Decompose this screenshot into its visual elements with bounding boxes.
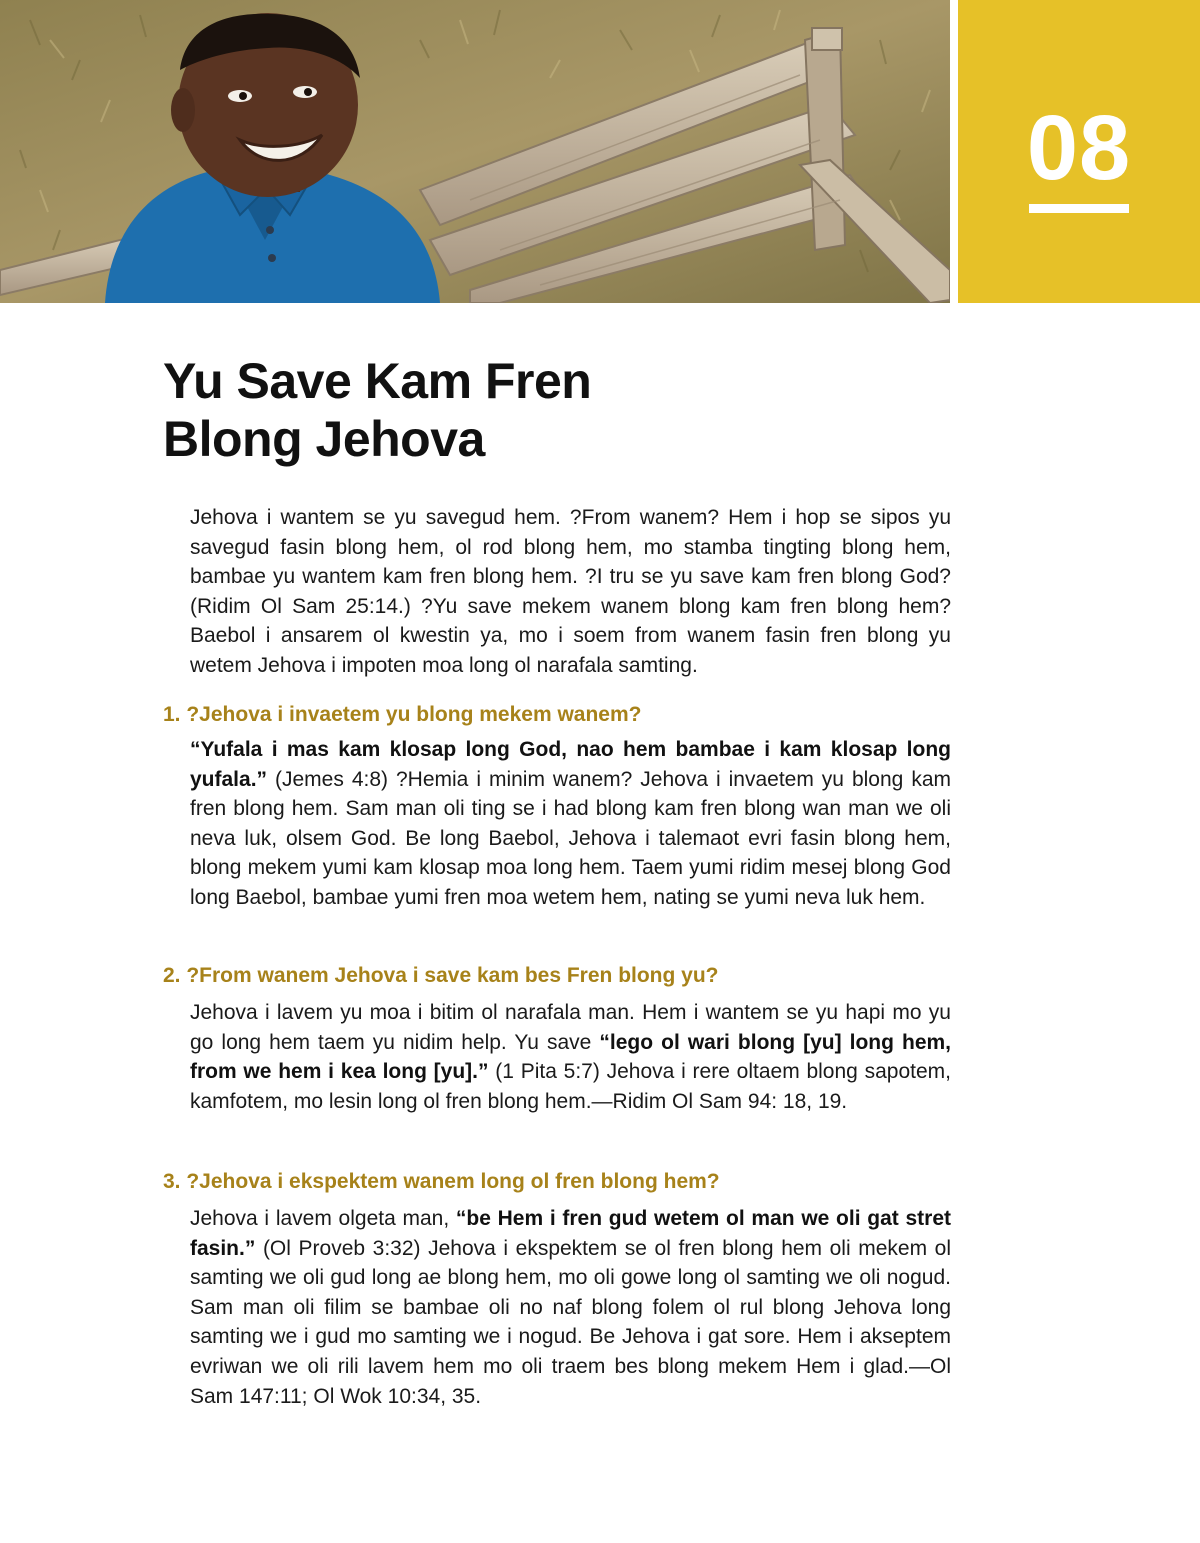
badge-divider: [1029, 204, 1129, 213]
section-1-heading: 1. ?Jehova i invaetem yu blong mekem wanem?: [163, 703, 642, 726]
section-3-paragraph: [190, 1204, 951, 1411]
page-title-line-2: Blong Jehova: [163, 411, 485, 467]
section-1-text: (Jemes 4:8) ?Hemia i minim wanem? Jehova i invaetem yu blong kam fren blong hem. Sam man oli ting se i had blong kam fren blong wan man we oli neva luk, olsem God. Be long Baebol, Jehova i talemaot evri fasin blong hem, blong mekem yumi kam klosap moa long hem. Taem yumi ridim mesej blong God long Baebol, bambae yumi fren moa wetem hem, nating se yumi neva luk hem.: [190, 767, 951, 909]
section-1-paragraph: [190, 735, 951, 913]
section-3-text-after: (Ol Proveb 3:32) Jehova i ekspektem se ol fren blong hem oli mekem ol samting we oli gud long ae blong hem, mo oli gowe long ol samting we oli nogud. Sam man oli filim se bambae oli no naf blong folem ol rul blong Jehova long samting we i gud mo samting we i nogud. Be Jehova i gat sore. Hem i akseptem evriwan we oli rili lavem hem mo oli traem bes blong mekem Hem i glad.—Ol Sam 147:11; Ol Wok 10:34, 35.: [190, 1236, 951, 1408]
section-2-scripture-quote: “lego ol wari blong [yu] long hem, from we hem i kea long [yu].”: [190, 1030, 952, 1084]
chapter-number: 08: [1026, 97, 1132, 199]
page-title: [163, 352, 923, 468]
chapter-badge: [958, 0, 1200, 303]
section-2-paragraph: [190, 998, 951, 1116]
section-2-text-after: (1 Pita 5:7) Jehova i rere oltaem blong sapotem, kamfotem, mo lesin long ol fren blong hem.—Ridim Ol Sam 94: 18, 19.: [190, 1060, 951, 1113]
section-2-text-before: Jehova i lavem yu moa i bitim ol narafala man. Hem i wantem se yu hapi mo yu go long hem taem yu nidim help. Yu save: [190, 1001, 951, 1054]
section-2-heading: 2. ?From wanem Jehova i save kam bes Fren blong yu?: [163, 964, 719, 987]
section-3-heading: 3. ?Jehova i ekspektem wanem long ol fren blong hem?: [163, 1170, 720, 1193]
header-photo: [0, 0, 950, 303]
section-3-scripture-quote: “be Hem i fren gud wetem ol man we oli gat stret fasin.”: [190, 1207, 951, 1260]
man-on-bench-photo: [0, 0, 950, 303]
page-title-line-1: Yu Save Kam Fren: [163, 353, 592, 409]
section-1-scripture-quote: “Yufala i mas kam klosap long God, nao hem bambae i kam klosap long yufala.”: [190, 738, 951, 791]
section-3-text-before: Jehova i lavem olgeta man,: [190, 1207, 456, 1230]
intro-paragraph: Jehova i wantem se yu savegud hem. ?From wanem? Hem i hop se sipos yu savegud fasin blong hem, ol rod blong hem, mo stamba tingting blong hem, bambae yu wantem kam fren blong hem. ?I tru se yu save kam fren blong God? (Ridim Ol Sam 25:14.) ?Yu save mekem wanem blong kam fren blong hem? Baebol i ansarem ol kwestin ya, mo i soem from wanem fasin fren blong yu wetem Jehova i impoten moa long ol narafala samting.: [190, 506, 951, 677]
